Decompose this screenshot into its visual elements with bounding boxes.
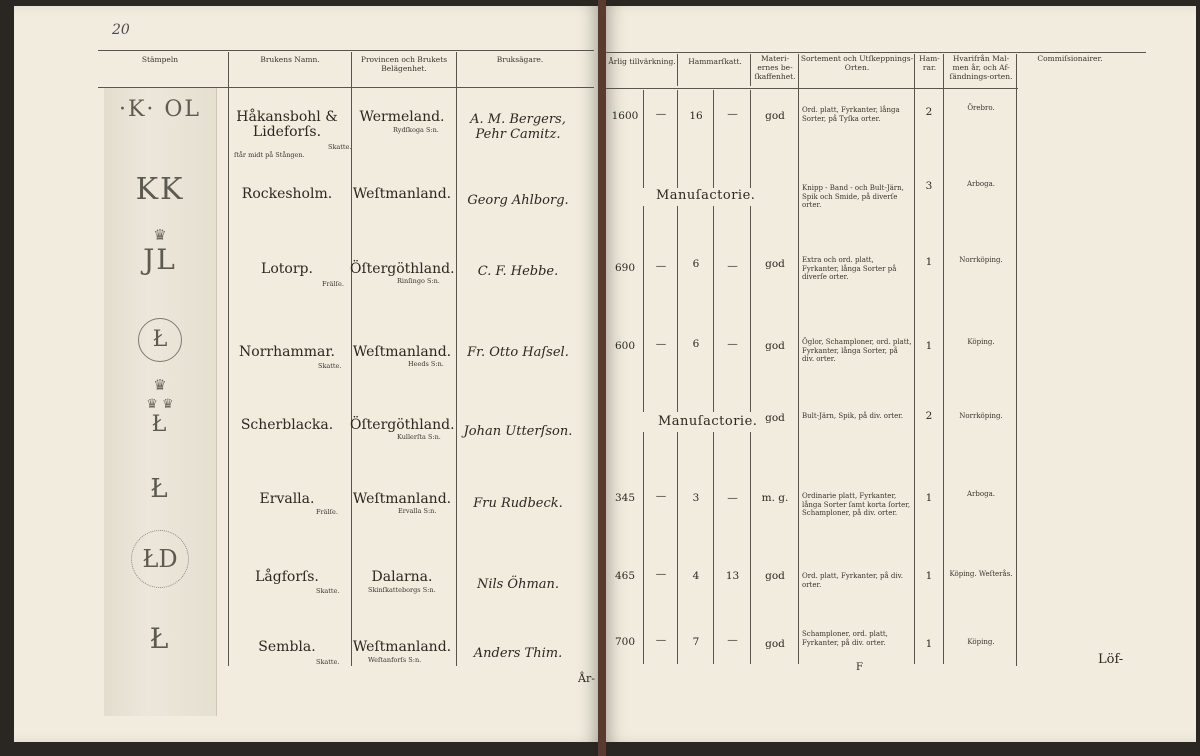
parish: Rydſkoga S:n. [393,126,439,134]
works-name: Scherblacka. [240,417,334,433]
province: Weſtmanland. [352,186,452,202]
assortment: Schamploner, ord. platt, Fyrkanter, på div. orter. [802,630,888,647]
dash: — [727,634,738,646]
province: Weſtmanland. [352,344,452,360]
material-quality: god [765,258,785,270]
works-name: Lågforſs. [255,569,319,585]
owner-name: Fru Rudbeck. [473,496,563,511]
hammer-tax: 6 [692,338,700,350]
header-annual-production: Årlig tillvärkning. [608,57,676,66]
material-quality: god [765,570,785,582]
owner-name: Fr. Otto Haſsel. [467,345,569,360]
assortment: Knipp - Band - och Bult-Järn, Spik och Smide, på diverſe orter. [802,184,904,209]
ore-origin: Köping. [967,638,995,646]
header-works-name: Brukens Namn. [260,55,320,64]
material-quality: god [765,638,785,650]
province: Wermeland. [359,109,445,125]
assortment: Bult-Järn, Spik, på div. orter. [802,412,904,420]
table-top-rule [606,52,1146,53]
ore-origin: Köping. Weſterås. [949,570,1013,578]
column-rule [750,90,751,188]
parish: Skinſkatteborgs S:n. [368,586,436,594]
column-rule [643,90,644,188]
crown-icon: ♛ ♛ [146,397,174,412]
manufactory-label: Manuſactorie. [658,414,758,429]
works-name: Rockesholm. [241,186,333,202]
hammer-tax-extra: 13 [725,570,740,582]
tax-status: Skatte. [328,143,352,151]
ore-origin: Arboga. [967,180,995,188]
hammers: 1 [925,340,933,352]
table-top-rule [98,50,594,51]
parish: Weſtanforſs S:n. [368,656,422,664]
parish: Heeds S:n. [408,360,444,368]
material-quality: god [765,340,785,352]
dash: — [655,108,667,120]
header-material-quality: Materi- ernes be- ſkaffenhet. [754,54,796,81]
header-bottom-rule [98,87,594,88]
hammer-tax: 16 [689,110,703,122]
stamp-mark: ♛ ♛ ♛ Ł [104,378,216,437]
works-name: Håkansbohl & [236,109,338,125]
column-rule [677,206,678,412]
province: Weſtmanland. [352,491,452,507]
stamp-mark: ♛ JL [104,228,216,276]
hammers: 2 [925,106,933,118]
works-name: Sembla. [258,639,316,655]
ore-origin: Norrköping. [959,412,1003,420]
stamp-mark: Ł [104,318,216,362]
hammers: 3 [925,180,933,192]
stamp-mark: ŁD [104,530,216,588]
annual-production: 465 [614,570,636,582]
province: Weſtmanland. [352,639,452,655]
header-assortment: Sortement och Utſkeppnings- Orten. [800,54,914,72]
column-rule [643,206,644,412]
stamp-mark: KK [135,172,185,207]
owner-name: Pehr Camitz. [475,127,561,142]
dash: — [655,490,667,502]
ore-origin: Norrköping. [959,256,1003,264]
assortment: Ord. platt, Fyrkanter, långa Sorter, på Tyſka orter. [802,106,900,123]
column-rule [750,54,751,86]
catchword: Löf- [1098,652,1124,667]
hammers: 1 [925,638,933,650]
header-bottom-rule [606,88,1018,89]
crown-icon: ♛ [153,226,167,244]
column-rule [750,432,751,664]
hammers: 1 [925,492,933,504]
book-gutter [598,0,606,756]
header-hammer-tax: Hammarſkatt. [688,57,742,66]
catchword: År- [578,672,595,685]
tax-status: Skatte. [318,362,342,370]
assortment: Ordinarie platt, Fyrkanter, långa Sorter ſamt korta ſorter, Schamploner, på div. orter. [802,492,911,517]
parish: Rinſingo S:n. [397,277,440,285]
hammers: 1 [925,256,933,268]
assortment: Ord. platt, Fyrkanter, på div. orter. [802,572,903,589]
column-rule [713,432,714,664]
material-quality: god [765,110,785,122]
stamp-mark: ·K· OL [118,97,202,122]
header-stamp: Stämpeln [141,55,179,64]
annual-production: 345 [614,492,636,504]
signature-mark: F [856,662,863,673]
header-owner: Bruksägare. [496,55,544,64]
assortment: Öglor, Schamploner, ord. platt, Fyrkanter, långa Sorter, på div. orter. [802,338,912,363]
column-rule [713,206,714,412]
annual-production: 1600 [611,110,639,122]
annual-production: 700 [614,636,636,648]
owner-name: A. M. Bergers, [470,112,566,127]
owner-name: C. F. Hebbe. [477,264,559,279]
column-rule [750,206,751,412]
column-rule [228,52,229,88]
dash: — [655,634,667,646]
dash: — [655,568,667,580]
header-commission: Commiſsionairer. [1037,54,1103,63]
dash: — [727,338,738,350]
manufactory-label: Manuſactorie. [656,188,756,203]
ore-origin: Köping. [967,338,995,346]
province: Dalarna. [371,569,433,585]
material-quality: god [765,412,785,424]
annual-production: 690 [614,262,636,274]
page-number: 20 [112,22,130,38]
province: Öſtergöthland. [350,261,455,277]
ore-origin: Örebro. [967,104,995,112]
column-rule [643,432,644,664]
stamp-mark: Ł [150,474,170,504]
owner-name: Johan Utterſson. [463,424,573,439]
column-rule [677,90,678,188]
ore-origin: Arboga. [967,490,995,498]
tax-status: Skatte. [316,587,340,595]
owner-name: Georg Ahlborg. [467,193,569,208]
column-rule [1016,54,1017,666]
dash: — [655,260,667,272]
tax-status: Frälſe. [322,280,344,288]
hammers: 2 [925,410,933,422]
province: Öſtergöthland. [350,417,455,433]
hammer-tax: 3 [692,492,700,504]
hammer-tax: 7 [692,636,700,648]
tax-status: Skatte. [316,658,340,666]
works-name: Lideforſs. [252,124,322,140]
tax-status: Frälſe. [316,508,338,516]
annual-production: 600 [614,340,636,352]
owner-name: Anders Thim. [473,646,563,661]
material-quality: m. g. [761,492,789,504]
crown-icon: ♛ [153,376,167,394]
dash: — [727,108,738,120]
header-hammers: Ham- rar. [919,54,940,72]
stamp-mark: Ł [149,622,171,655]
dash: — [727,260,738,272]
header-province: Provincen och Brukets Belägenhet. [360,55,448,73]
column-rule [798,54,799,664]
works-note: ſtår midt på Stången. [234,151,305,159]
dash: — [727,492,738,504]
owner-name: Nils Öhman. [476,577,560,592]
hammer-tax: 4 [692,570,700,582]
works-name: Norrhammar. [239,344,335,360]
dash: — [655,338,667,350]
column-rule [943,54,944,664]
hammer-tax: 6 [692,258,700,270]
parish: Kullerſta S:n. [397,433,441,441]
column-rule [677,432,678,664]
hammers: 1 [925,570,933,582]
works-name: Ervalla. [259,491,315,507]
works-name: Lotorp. [261,261,313,277]
column-rule [713,90,714,188]
parish: Ervalla S:n. [398,507,437,515]
header-ore-origin: Hvarifrån Mal- men år, och Af- ſändnings-orten. [949,54,1013,81]
assortment: Extra och ord. platt, Fyrkanter, långa Sorter på diverſe orter. [802,256,897,281]
